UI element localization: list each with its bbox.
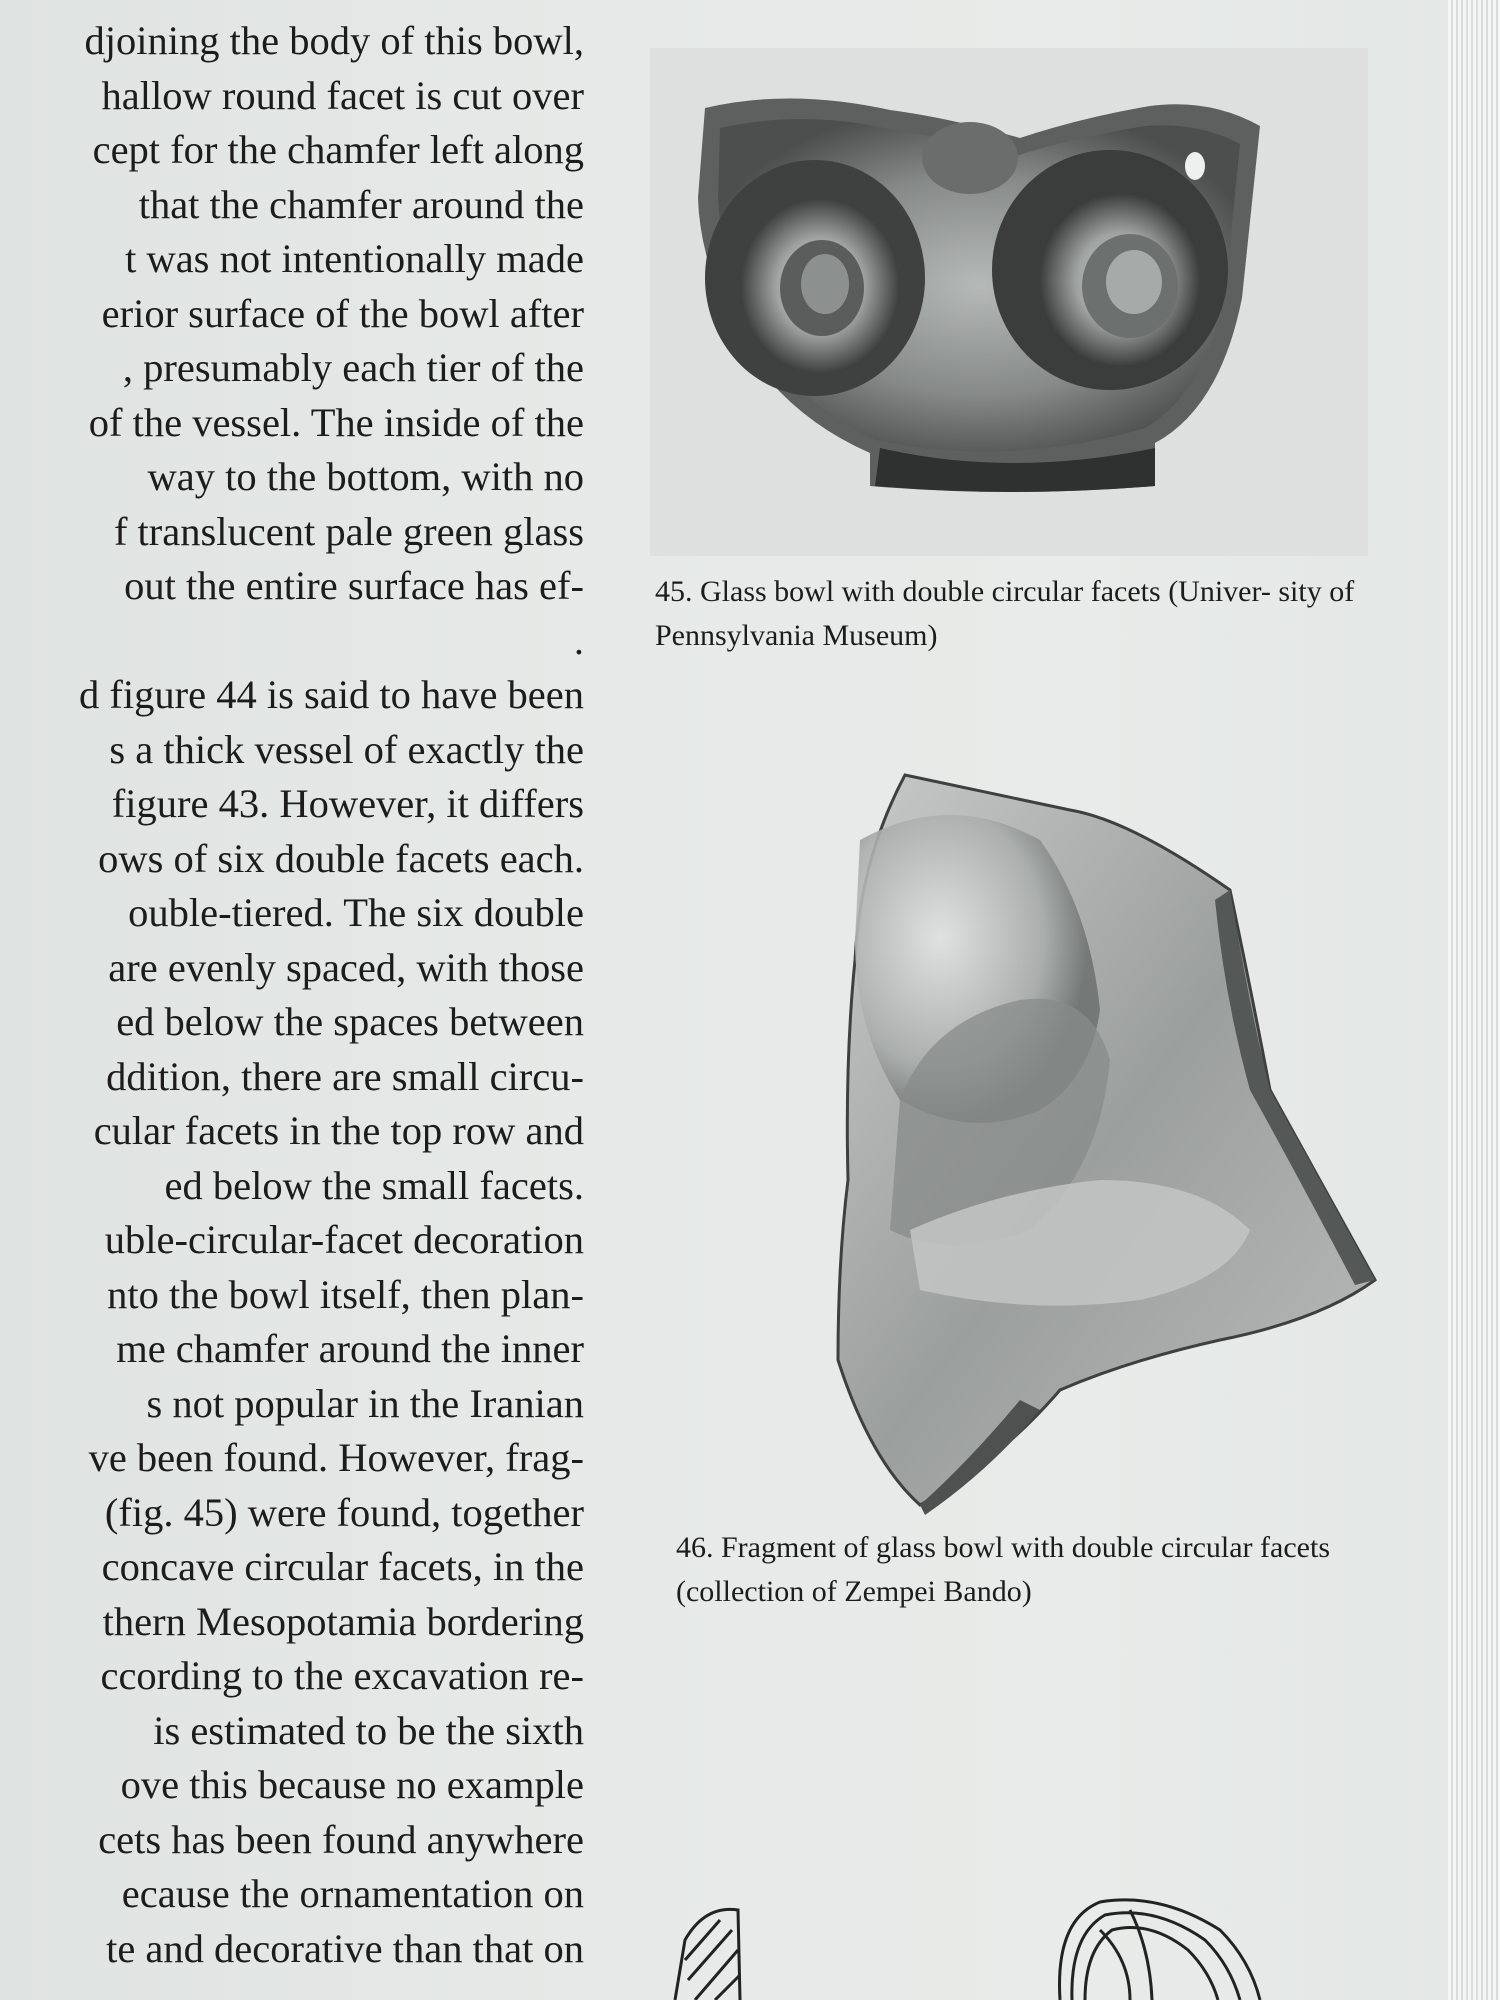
text-line: d figure 44 is said to have been [79,672,584,717]
text-line: thern Mesopotamia bordering [102,1598,584,1644]
text-line: djoining the body of this bowl, [84,18,584,63]
text-line: out the entire surface has ef- [124,563,584,608]
text-line: . [573,617,584,663]
text-line: ows of six double facets each. [98,835,584,881]
text-line: t was not intentionally made [125,236,584,281]
figure-45-caption-text: 45. Glass bowl with double circular facets (Univer- sity of Pennsylvania Museum) [655,575,1355,652]
text-line: ve been found. However, frag- [88,1435,584,1480]
text-line: erior surface of the bowl after [101,290,584,336]
text-line: is estimated to be the sixth [153,1707,584,1753]
figure-46-photo [800,760,1390,1520]
text-line: ddition, there are small circu- [106,1053,584,1099]
text-line: , presumably each tier of the [122,345,584,390]
text-line: way to the bottom, with no [147,454,584,499]
text-line: (fig. 45) were found, together [104,1489,584,1535]
text-line: are evenly spaced, with those [108,944,584,990]
figure-46-caption-text: 46. Fragment of glass bowl with double circular facets (collection of Zempei Bando) [676,1531,1330,1608]
text-line: uble-circular-facet decoration [104,1217,584,1262]
text-line: ed below the spaces between [116,999,584,1044]
text-line: figure 43. However, it differs [111,781,584,826]
text-line: concave circular facets, in the [101,1544,584,1589]
text-line: ove this because no example [120,1762,584,1807]
text-line: that the chamfer around the [138,181,584,227]
text-line: te and decorative than that on [106,1925,584,1971]
text-line: ed below the small facets. [164,1162,584,1208]
figure-45-photo [650,48,1368,556]
text-line: ccording to the excavation re- [100,1653,584,1698]
text-line: hallow round facet is cut over [101,72,584,118]
text-line: ecause the ornamentation on [121,1871,584,1916]
text-line: me chamfer around the inner [116,1326,584,1371]
figure-46-caption [676,1526,1416,1614]
text-line: s a thick vessel of exactly the [109,726,584,772]
text-line: cept for the chamfer left along [92,127,584,172]
figure-45-caption [655,570,1395,658]
body-text-column [0,14,584,1976]
page-edge [1448,0,1500,2000]
figure-line-drawing [660,1880,1440,2000]
text-line: f translucent pale green glass [113,508,584,554]
text-line: cular facets in the top row and [93,1108,584,1153]
text-line: ouble-tiered. The six double [128,890,584,935]
text-line: s not popular in the Iranian [146,1380,584,1426]
text-line: of the vessel. The inside of the [88,399,584,445]
text-line: cets has been found anywhere [98,1816,584,1862]
text-line: nto the bowl itself, then plan- [107,1271,584,1317]
